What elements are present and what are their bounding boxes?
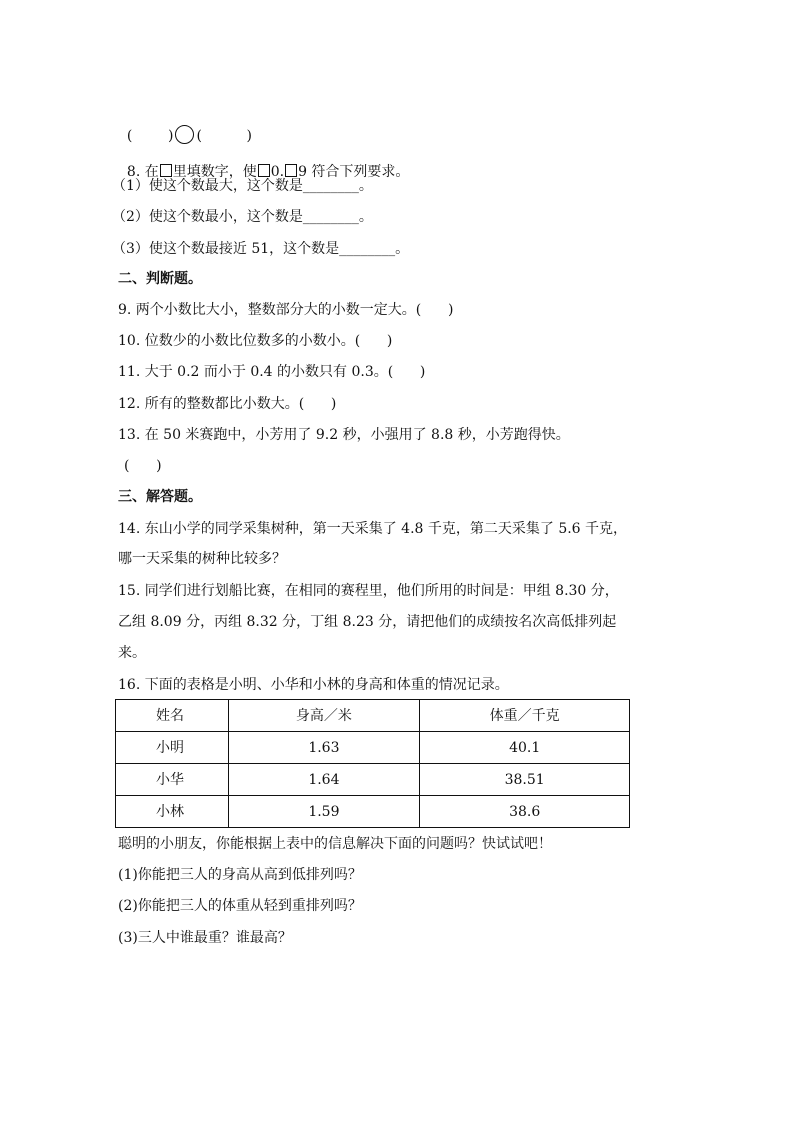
q8-mid2: 0. [270,164,285,180]
question-12: 12. 所有的整数都比小数大。( ) [118,396,337,412]
compare-right-paren: ) [167,128,174,144]
q8-sub-2: （2）使这个数最小，这个数是________。 [112,209,373,225]
cell-name: 小明 [116,732,229,764]
q8-sub-3: （3）使这个数最接近 51，这个数是________。 [112,241,410,257]
section-title-judgement: 二、判断题。 [118,271,202,287]
q8-prefix: 8. 在 [126,164,159,180]
question-11: 11. 大于 0.2 而小于 0.4 的小数只有 0.3。( ) [118,364,426,380]
cell-height: 1.64 [228,764,420,796]
section-title-answer: 三、解答题。 [118,489,202,505]
table-header-row [116,700,630,732]
cell-weight: 40.1 [420,732,630,764]
question-8 [118,145,409,181]
table-followup-text: 聪明的小朋友，你能根据上表中的信息解决下面的问题吗？快试试吧！ [118,836,552,852]
cell-name: 小林 [116,796,229,828]
compare-end-paren: ) [246,128,252,144]
blank-box [258,164,270,177]
compare-circle [175,125,194,144]
question-16: 16. 下面的表格是小明、小华和小林的身高和体重的情况记录。 [118,677,509,693]
table-row [116,796,630,828]
table-row [116,764,630,796]
question-14-line-2: 哪一天采集的树种比较多？ [118,551,286,567]
sub-question-3: (3)三人中谁最重？谁最高？ [118,930,292,946]
compare-left-paren: ( [126,128,133,144]
question-14-line-1: 14. 东山小学的同学采集树种，第一天采集了 4.8 千克，第二天采集了 5.6 千克， [118,521,628,537]
cell-height: 1.63 [228,732,420,764]
header-height: 身高／米 [228,700,420,732]
header-weight: 体重／千克 [420,700,630,732]
question-15-line-1: 15. 同学们进行划船比赛，在相同的赛程里，他们所用的时间是：甲组 8.30 分， [118,583,619,599]
question-15-line-3: 来。 [118,645,146,661]
question-15-line-2: 乙组 8.09 分，丙组 8.32 分，丁组 8.23 分，请把他们的成绩按名次高低排列起 [118,614,617,630]
compare-after-circle: ( [196,128,202,144]
blank-box [160,164,172,177]
header-name: 姓名 [116,700,229,732]
question-10: 10. 位数少的小数比位数多的小数小。( ) [118,333,393,349]
sub-question-1: (1)你能把三人的身高从高到低排列吗？ [118,867,362,883]
blank-box [285,164,297,177]
compare-gap-2 [202,128,247,144]
q8-suffix: 9 符合下列要求。 [298,164,410,180]
q8-sub-1: （1）使这个数最大，这个数是________。 [112,178,373,194]
cell-height: 1.59 [228,796,420,828]
question-13-line-2: ( ) [124,458,162,474]
cell-weight: 38.51 [420,764,630,796]
height-weight-table [115,699,630,828]
cell-name: 小华 [116,764,229,796]
table-row [116,732,630,764]
question-13-line-1: 13. 在 50 米赛跑中，小芳用了 9.2 秒，小强用了 8.8 秒，小芳跑得快。 [118,427,570,443]
compare-gap-1 [132,128,168,144]
question-9: 9. 两个小数比大小，整数部分大的小数一定大。( ) [118,302,454,318]
q8-middle: 里填数字，使 [172,164,257,180]
cell-weight: 38.6 [420,796,630,828]
sub-question-2: (2)你能把三人的体重从轻到重排列吗？ [118,898,362,914]
compare-line [118,107,252,145]
